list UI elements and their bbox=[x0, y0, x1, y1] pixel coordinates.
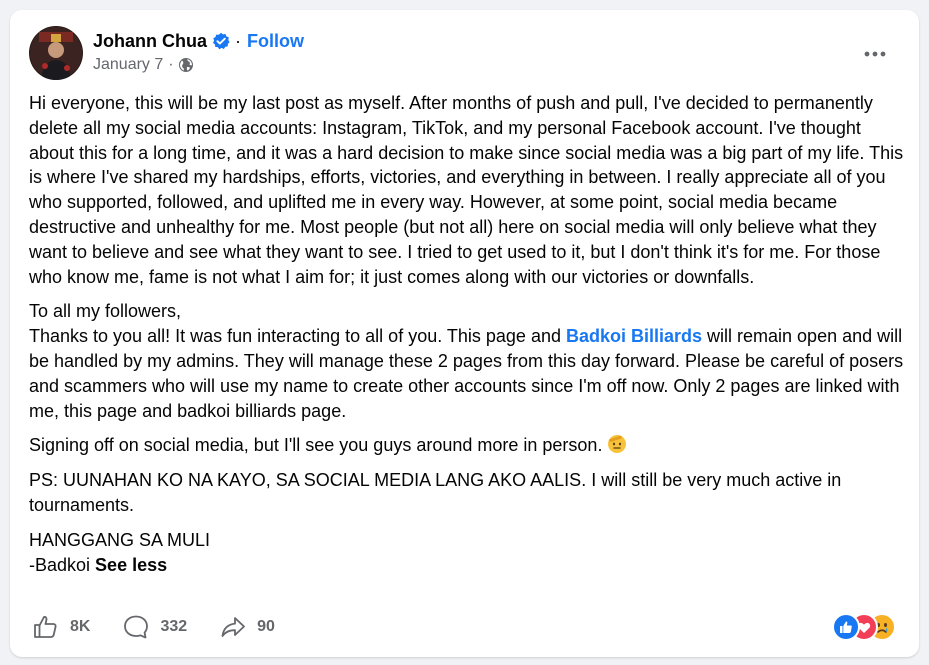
paragraph: PS: UUNAHAN KO NA KAYO, SA SOCIAL MEDIA LANG AKO AALIS. I will still be very much active in tournaments. bbox=[29, 470, 842, 515]
signoff-line: HANGGANG SA MULI bbox=[29, 529, 211, 550]
saluting-face-emoji-icon bbox=[607, 434, 627, 454]
like-reaction-icon bbox=[832, 613, 860, 641]
post-card bbox=[10, 10, 919, 657]
post-header bbox=[29, 26, 900, 80]
author-row bbox=[93, 29, 304, 53]
verified-badge-icon bbox=[212, 32, 230, 50]
paragraph bbox=[29, 528, 909, 578]
signature: -Badkoi bbox=[29, 554, 96, 575]
comment-button[interactable] bbox=[122, 613, 187, 641]
greeting-line: To all my followers, bbox=[29, 301, 182, 322]
badkoi-billiards-link[interactable]: Badkoi Billiards bbox=[565, 326, 703, 347]
follow-button[interactable]: Follow bbox=[247, 31, 305, 51]
paragraph bbox=[29, 433, 909, 458]
see-less-button[interactable]: See less bbox=[95, 554, 168, 575]
like-button[interactable] bbox=[32, 613, 90, 641]
name-separator: · bbox=[235, 31, 242, 51]
comment-count: 332 bbox=[160, 618, 188, 635]
paragraph-text: will remain open and will be handled by my admins. They will manage these 2 pages from this day forward. Please be careful of posers and scammers who will use my name to create other accounts since I'm off now. Only 2 pages are linked with me, this page and badkoi billiards page. bbox=[29, 326, 904, 421]
share-count: 90 bbox=[257, 618, 275, 635]
post-text bbox=[29, 91, 909, 587]
more-options-icon[interactable] bbox=[861, 46, 889, 62]
post-meta bbox=[93, 56, 194, 74]
share-button[interactable] bbox=[219, 613, 275, 641]
post-date[interactable]: January 7 bbox=[93, 56, 164, 73]
paragraph-text: Signing off on social media, but I'll see you guys around more in person. bbox=[29, 435, 608, 456]
action-bar bbox=[32, 613, 307, 641]
paragraph: Hi everyone, this will be my last post as myself. After months of push and pull, I've decided to permanently delete all my social media accounts: Instagram, TikTok, and my personal Facebook account. I've thought about this for a long time, and it was a hard decision to make since social media was a big part of my life. This is where I've shared my hardships, efforts, victories, and everything in between. I really appreciate all of you who supported, followed, and uplifted me in every way. However, at some point, social media became destructive and unhealthy for me. Most people (but not all) here on social media will only believe what they want to believe and see what they want to see. I tried to get used to it, but I don't think it's for me. For those who know me, fame is not what I aim for; it just comes along with our victories or downfalls. bbox=[29, 93, 904, 287]
like-count: 8K bbox=[70, 618, 91, 635]
paragraph-text: Thanks to you all! It was fun interacting to all of you. This page and bbox=[29, 326, 566, 347]
reactions-summary[interactable] bbox=[832, 613, 902, 639]
thumbs-up-icon bbox=[32, 613, 60, 641]
author-name[interactable]: Johann Chua bbox=[93, 31, 208, 51]
share-icon bbox=[219, 613, 247, 641]
paragraph bbox=[29, 299, 909, 423]
meta-separator: · bbox=[168, 56, 174, 73]
globe-icon bbox=[178, 57, 194, 73]
comment-icon bbox=[122, 613, 150, 641]
avatar[interactable] bbox=[29, 26, 83, 80]
